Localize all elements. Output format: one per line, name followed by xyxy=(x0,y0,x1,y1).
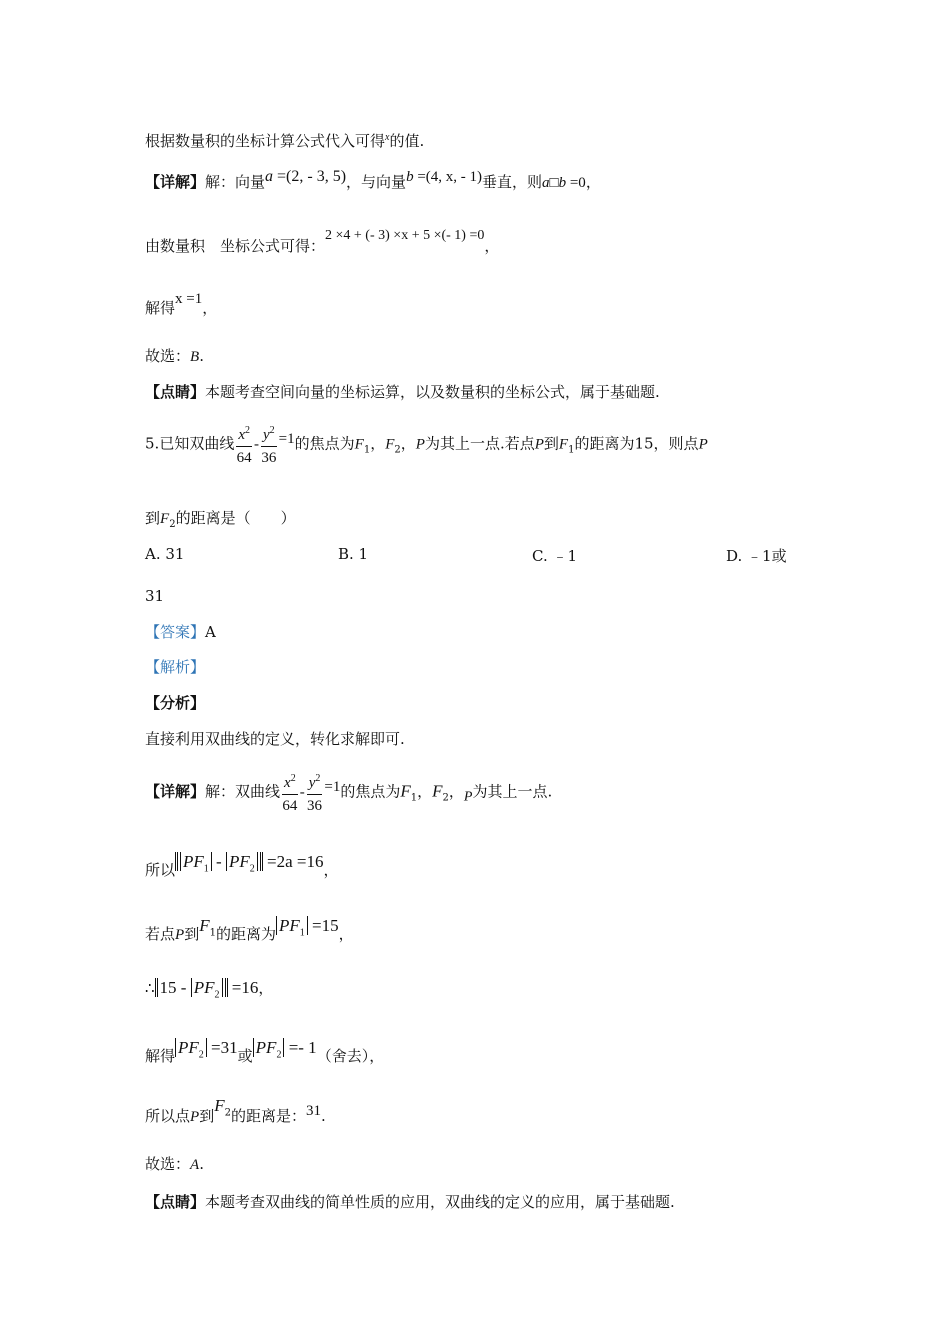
math-subscript: 2 xyxy=(214,989,220,1001)
text-line: 直接利用双曲线的定义，转化求解即可. xyxy=(145,730,405,748)
fraction xyxy=(261,420,277,469)
text-segment: 故选： xyxy=(145,347,191,365)
text-segment: 的距离是： xyxy=(230,1107,306,1125)
section-tag-detail: 【详解】 xyxy=(145,173,206,191)
math-variable: F xyxy=(385,436,395,453)
math-exponent: 2 xyxy=(269,425,275,436)
math-formula: a□b xyxy=(542,175,567,191)
text-segment: 的距离是（ ） xyxy=(175,509,296,527)
math-formula: 2 ×4 + (- 3) ×x + 5 ×(- 1) =0 xyxy=(325,228,485,243)
math-formula: 15 - xyxy=(159,978,191,997)
math-variable: a xyxy=(265,168,274,185)
detail-line xyxy=(145,852,339,887)
answer-value: A xyxy=(205,623,216,641)
text-segment: 的值. xyxy=(389,132,425,150)
math-operator: - xyxy=(299,784,305,801)
math-variable: P xyxy=(698,436,708,453)
math-variable: P xyxy=(175,927,185,943)
option-d-continued: 31 xyxy=(145,587,165,605)
section-tag-detail: 【详解】 xyxy=(145,782,206,801)
detail-line xyxy=(145,1096,326,1133)
text-segment: 故选： xyxy=(145,1155,191,1173)
text-segment: 本题考查空间向量的坐标运算，以及数量积的坐标公式，属于基础题. xyxy=(205,383,660,401)
math-formula: =31 xyxy=(206,1038,238,1057)
question-stem-continued xyxy=(145,508,296,535)
option-d: D. ﹣1或 xyxy=(726,547,787,565)
math-variable: PF xyxy=(278,916,300,935)
text-segment: 本题考查双曲线的简单性质的应用，双曲线的定义的应用，属于基础题. xyxy=(205,1193,675,1211)
math-variable: B xyxy=(190,349,200,365)
text-segment: 的距离为15，则点 xyxy=(574,434,699,453)
math-variable: F xyxy=(214,1096,225,1115)
text-segment: ， xyxy=(370,434,386,453)
text-line xyxy=(145,346,204,367)
math-operator: - xyxy=(211,852,226,871)
math-variable: F xyxy=(558,436,569,453)
math-variable: b xyxy=(406,169,414,185)
text-segment: ， xyxy=(585,173,601,191)
section-tag-comment: 【点睛】 xyxy=(145,383,206,401)
text-line xyxy=(145,168,601,193)
math-number: 64 xyxy=(282,798,298,814)
text-line xyxy=(145,291,218,319)
text-segment: 到 xyxy=(199,1107,215,1125)
text-segment: ， xyxy=(202,299,218,317)
text-segment: ， xyxy=(258,979,274,997)
math-formula: =(2, - 3, 5) xyxy=(273,168,347,185)
math-subscript: 2 xyxy=(169,519,176,530)
math-exponent: 2 xyxy=(245,425,250,436)
text-segment: 或 xyxy=(237,1047,253,1065)
math-variable: x xyxy=(238,427,245,443)
math-formula: x =1 xyxy=(175,291,203,307)
math-subscript: 1 xyxy=(568,444,575,456)
option-c: C. ﹣1 xyxy=(532,547,578,565)
text-segment: ， xyxy=(400,434,416,453)
text-segment: 所以点 xyxy=(145,1107,191,1125)
math-formula: =1 xyxy=(278,430,295,447)
math-variable: A xyxy=(190,1157,200,1173)
text-segment: 到 xyxy=(145,509,161,527)
section-tag-fenxi-label: 【分析】 xyxy=(145,694,206,712)
fraction xyxy=(282,768,298,817)
math-exponent: 2 xyxy=(315,773,321,784)
text-line xyxy=(145,228,500,258)
therefore-symbol: ∴ xyxy=(145,979,155,997)
option-b: B. 1 xyxy=(338,545,369,563)
text-segment: . xyxy=(320,1107,326,1125)
math-formula: =0 xyxy=(566,175,586,191)
math-subscript: 1 xyxy=(299,927,305,939)
text-segment: 解：向量 xyxy=(205,173,266,191)
abs-expression xyxy=(253,1038,285,1061)
text-segment: ， xyxy=(338,925,354,943)
math-variable: F xyxy=(400,781,411,801)
math-number: 36 xyxy=(261,450,277,466)
section-tag-comment: 【点睛】 xyxy=(145,1193,206,1211)
math-subscript: 1 xyxy=(203,863,209,875)
double-abs-expression xyxy=(175,852,263,875)
math-variable: x xyxy=(385,132,390,143)
math-number: 36 xyxy=(307,798,323,814)
text-segment: . xyxy=(199,347,204,365)
detail-line xyxy=(145,978,273,1005)
text-segment: ， xyxy=(417,782,433,801)
text-segment: 解得 xyxy=(145,1047,176,1065)
text-segment: ， xyxy=(323,861,339,879)
text-segment: 解：双曲线 xyxy=(205,782,281,801)
fraction xyxy=(307,768,323,817)
math-subscript: 1 xyxy=(209,927,216,939)
text-segment: 到 xyxy=(543,434,559,453)
text-segment: 解得 xyxy=(145,299,176,317)
text-segment: 由数量积 坐标公式可得： xyxy=(145,237,326,255)
text-segment: 为其上一点. xyxy=(472,782,553,801)
detail-line xyxy=(145,1038,385,1073)
text-segment: ，与向量 xyxy=(346,173,407,191)
math-subscript: 2 xyxy=(224,1107,231,1119)
text-line xyxy=(145,128,424,151)
math-number: 64 xyxy=(236,450,252,466)
math-variable: PF xyxy=(178,1038,199,1057)
math-exponent: 2 xyxy=(290,773,296,784)
math-variable: P xyxy=(463,789,473,805)
math-subscript: 2 xyxy=(198,1049,204,1061)
math-variable: F xyxy=(432,781,443,801)
text-segment: . xyxy=(199,1155,204,1173)
math-subscript: 2 xyxy=(394,444,401,456)
text-segment: 的距离为 xyxy=(215,925,276,943)
text-segment: 到 xyxy=(184,925,200,943)
answer-line xyxy=(145,622,216,642)
detail-line xyxy=(145,1154,204,1175)
math-variable: F xyxy=(160,511,170,527)
math-variable: PF xyxy=(255,1038,277,1057)
text-segment: （舍去）， xyxy=(316,1047,385,1065)
double-abs-expression xyxy=(155,978,228,1001)
text-segment: 根据数量积的坐标计算公式代入可得 xyxy=(145,132,386,150)
text-segment: 的焦点为 xyxy=(294,434,355,453)
abs-expression xyxy=(175,1038,207,1061)
math-variable: P xyxy=(534,436,544,453)
text-segment: 垂直，则 xyxy=(482,173,543,191)
question-stem xyxy=(145,420,708,474)
math-formula: =15 xyxy=(307,916,339,935)
math-formula: =(4, x, - 1) xyxy=(413,169,483,185)
text-segment: 所以 xyxy=(145,861,176,879)
math-variable: PF xyxy=(228,852,250,871)
math-variable: F xyxy=(199,916,210,935)
detail-line xyxy=(145,1192,675,1212)
text-segment: 若点 xyxy=(145,925,176,943)
math-number: 31 xyxy=(305,1103,321,1119)
text-segment: 已知双曲线 xyxy=(159,434,235,453)
text-line xyxy=(145,382,660,402)
math-formula: =2a =16 xyxy=(262,852,324,871)
math-variable: P xyxy=(190,1109,200,1125)
math-subscript: 1 xyxy=(410,792,418,804)
abs-expression xyxy=(276,916,308,939)
text-segment: 为其上一点.若点 xyxy=(424,434,535,453)
math-variable: PF xyxy=(183,852,204,871)
section-tag-analysis: 【解析】 xyxy=(145,658,206,676)
math-formula: =16 xyxy=(227,978,259,997)
detail-line xyxy=(145,768,552,822)
text-segment: ， xyxy=(484,237,500,255)
detail-line xyxy=(145,916,354,951)
section-tag-answer: 【答案】 xyxy=(145,623,206,641)
math-subscript: 2 xyxy=(442,792,449,804)
question-number: 5. xyxy=(145,434,160,453)
text-segment: ， xyxy=(448,782,464,801)
math-subscript: 1 xyxy=(363,444,371,456)
section-tag-fenxi xyxy=(145,693,205,713)
math-formula: =- 1 xyxy=(284,1038,317,1057)
math-formula: =1 xyxy=(324,778,341,795)
math-variable: x xyxy=(284,775,291,791)
math-variable: y xyxy=(308,775,316,791)
fraction xyxy=(236,420,252,469)
math-variable: P xyxy=(415,436,425,453)
math-variable: PF xyxy=(193,978,215,997)
text-segment: 的焦点为 xyxy=(340,782,401,801)
math-variable: y xyxy=(263,427,270,443)
option-a: A. 31 xyxy=(145,545,185,563)
math-variable: F xyxy=(354,436,364,453)
math-subscript: 2 xyxy=(249,863,255,875)
math-operator: - xyxy=(254,436,259,453)
math-subscript: 2 xyxy=(276,1049,282,1061)
